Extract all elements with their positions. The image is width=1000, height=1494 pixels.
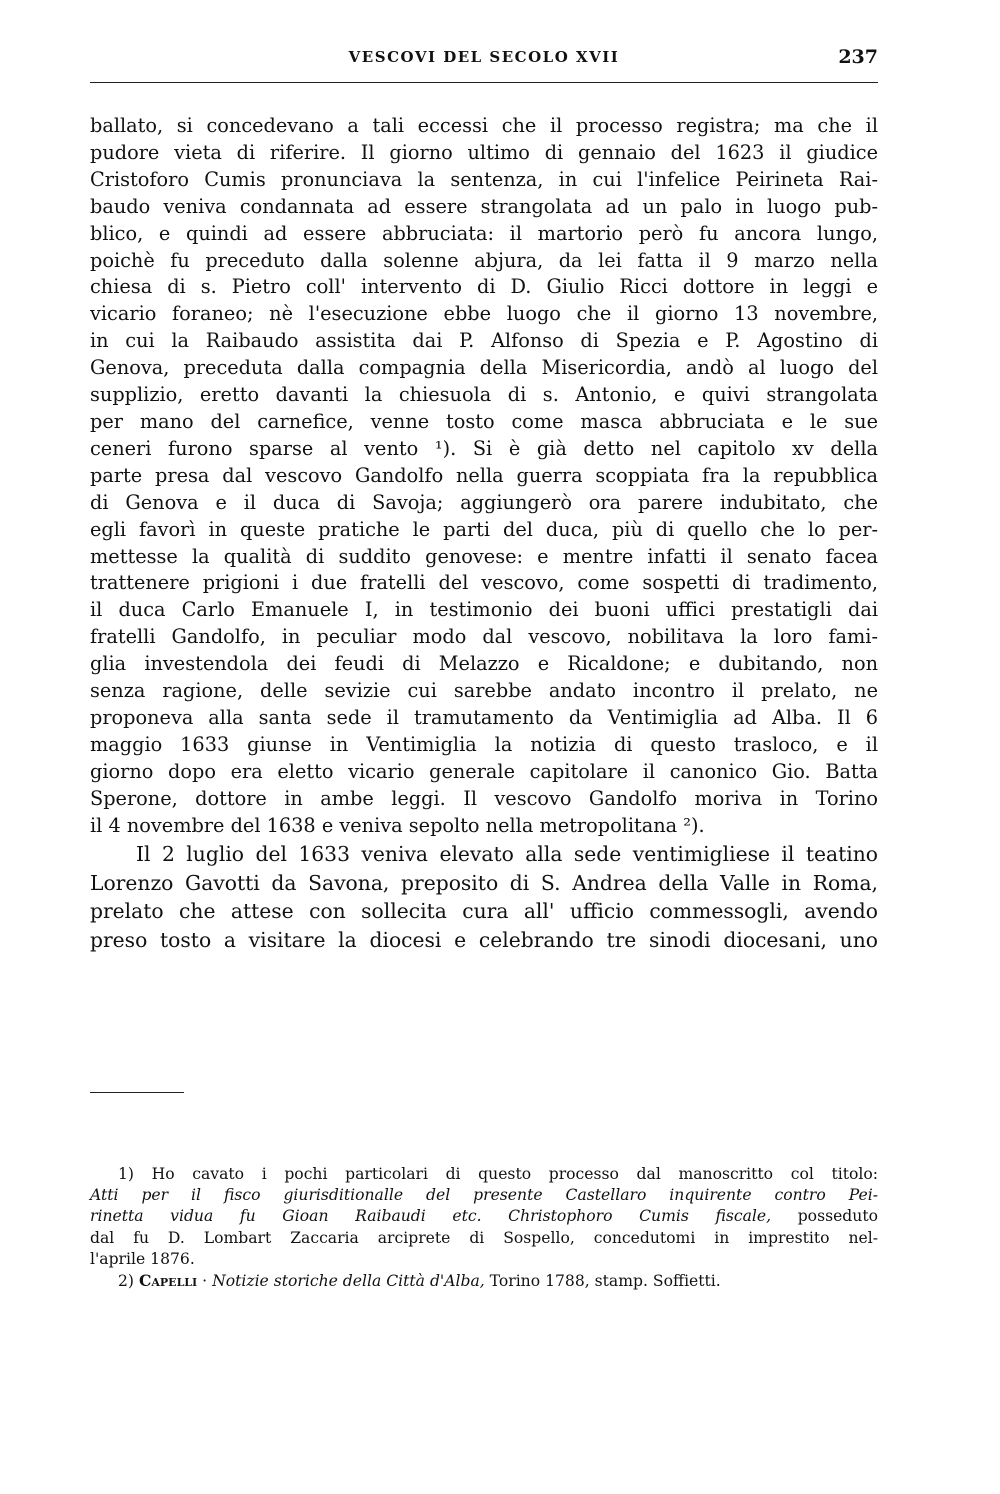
footnote-line: dal fu D. Lombart Zaccaria arciprete di Sospello, concedutomi in imprestito nel- [90, 1228, 878, 1247]
text-line: il duca Carlo Emanuele I, in testimonio dei buoni uffici prestatigli dai [90, 598, 878, 622]
text-line: per mano del carnefice, venne tosto come masca abbruciata e le sue [90, 409, 878, 433]
text-line: fratelli Gandolfo, in peculiar modo dal vescovo, nobilitava la loro fami- [90, 625, 878, 649]
text-line: chiesa di s. Pietro coll' intervento di D. Giulio Ricci dottore in leggi e [90, 275, 878, 299]
text-line: giorno dopo era eletto vicario generale capitolare il canonico Gio. Batta [90, 759, 878, 783]
text-line: pudore vieta di riferire. Il giorno ultimo di gennaio del 1623 il giudice [90, 140, 878, 164]
text-line: trattenere prigioni i due fratelli del vescovo, come sospetti di tradimento, [90, 571, 878, 595]
header-rule [90, 82, 878, 83]
text-line: mettesse la qualità di suddito genovese: e mentre infatti il senato facea [90, 544, 878, 568]
page-number: 237 [838, 46, 878, 68]
text-line: maggio 1633 giunse in Ventimiglia la notizia di questo trasloco, e il [90, 732, 878, 756]
text-line: ceneri furono sparse al vento ¹). Si è già detto nel capitolo xv della [90, 436, 878, 460]
text-line: proponeva alla santa sede il tramutamento da Ventimiglia ad Alba. Il 6 [90, 705, 878, 729]
footnotes [90, 1164, 878, 1292]
body-text [90, 113, 878, 954]
running-title: VESCOVI DEL SECOLO XVII [348, 48, 620, 66]
footnote-text: posseduto [771, 1207, 878, 1226]
text-line: preso tosto a visitare la diocesi e celebrando tre sinodi diocesani, uno [90, 927, 878, 952]
footnote-1 [90, 1164, 878, 1270]
footnote-rule [90, 1092, 184, 1093]
paragraph-1 [90, 113, 878, 839]
text-line: Il 2 luglio del 1633 veniva elevato alla sede ventimigliese il teatino [136, 842, 878, 867]
text-line: Lorenzo Gavotti da Savona, preposito di S. Andrea della Valle in Roma, [90, 870, 878, 895]
footnote-line: l'aprile 1876. [90, 1249, 195, 1268]
text-line: supplizio, eretto davanti la chiesuola di s. Antonio, e quivi strangolata [90, 383, 878, 407]
footnote-marker: 2) [118, 1272, 139, 1291]
text-line: ballato, si concedevano a tali eccessi che il processo registra; ma che il [90, 114, 878, 137]
text-line: egli favorì in queste pratiche le parti del duca, più di quello che lo per- [90, 517, 878, 541]
text-line: in cui la Raibaudo assistita dai P. Alfonso di Spezia e P. Agostino di [90, 329, 878, 353]
footnote-author: Capelli [138, 1271, 198, 1291]
footnote-title: Notizie storiche della Città d'Alba, [212, 1272, 485, 1291]
footnote-italic-text: rinetta vidua fu Gioan Raibaudi etc. Christophoro Cumis fiscale, [90, 1207, 772, 1226]
text-line: poichè fu preceduto dalla solenne abjura, da lei fatta il 9 marzo nella [90, 248, 878, 272]
text-line: blico, e quindi ad essere abbruciata: il martorio però fu ancora lungo, [90, 221, 878, 245]
footnote-2 [90, 1270, 878, 1292]
footnote-line: 1) Ho cavato i pochi particolari di questo processo dal manoscritto col titolo: [118, 1165, 878, 1183]
text-line: senza ragione, delle sevizie cui sarebbe andato incontro il prelato, ne [90, 679, 878, 703]
text-line: baudo veniva condannata ad essere strangolata ad un palo in luogo pub- [90, 194, 878, 218]
text-line: Sperone, dottore in ambe leggi. Il vescovo Gandolfo moriva in Torino [90, 786, 878, 810]
footnote-text: Torino 1788, stamp. Soffietti. [484, 1272, 721, 1291]
text-line: vicario foraneo; nè l'esecuzione ebbe luogo che il giorno 13 novembre, [90, 302, 878, 326]
text-line: prelato che attese con sollecita cura all' ufficio commessogli, avendo [90, 899, 878, 924]
text-line: parte presa dal vescovo Gandolfo nella guerra scoppiata fra la repubblica [90, 463, 878, 487]
text-line: glia investendola dei feudi di Melazzo e Ricaldone; e dubitando, non [90, 652, 878, 676]
text-line: il 4 novembre del 1638 e veniva sepolto nella metropolitana ²). [90, 813, 705, 837]
footnote-separator: · [197, 1272, 213, 1291]
footnote-italic-text: Atti per il fisco giurisditionalle del presente Castellaro inquirente contro Pei- [90, 1186, 878, 1205]
text-line: Genova, preceduta dalla compagnia della Misericordia, andò al luogo del [90, 356, 878, 380]
paragraph-2 [90, 840, 878, 954]
footnote-line [90, 1206, 878, 1227]
footnote-line [90, 1185, 878, 1206]
text-line: Cristoforo Cumis pronunciava la sentenza, in cui l'infelice Peirineta Rai- [90, 167, 878, 191]
text-line: di Genova e il duca di Savoja; aggiungerò ora parere indubitato, che [90, 490, 878, 514]
page-header [90, 48, 878, 74]
footnote-line [90, 1270, 878, 1292]
